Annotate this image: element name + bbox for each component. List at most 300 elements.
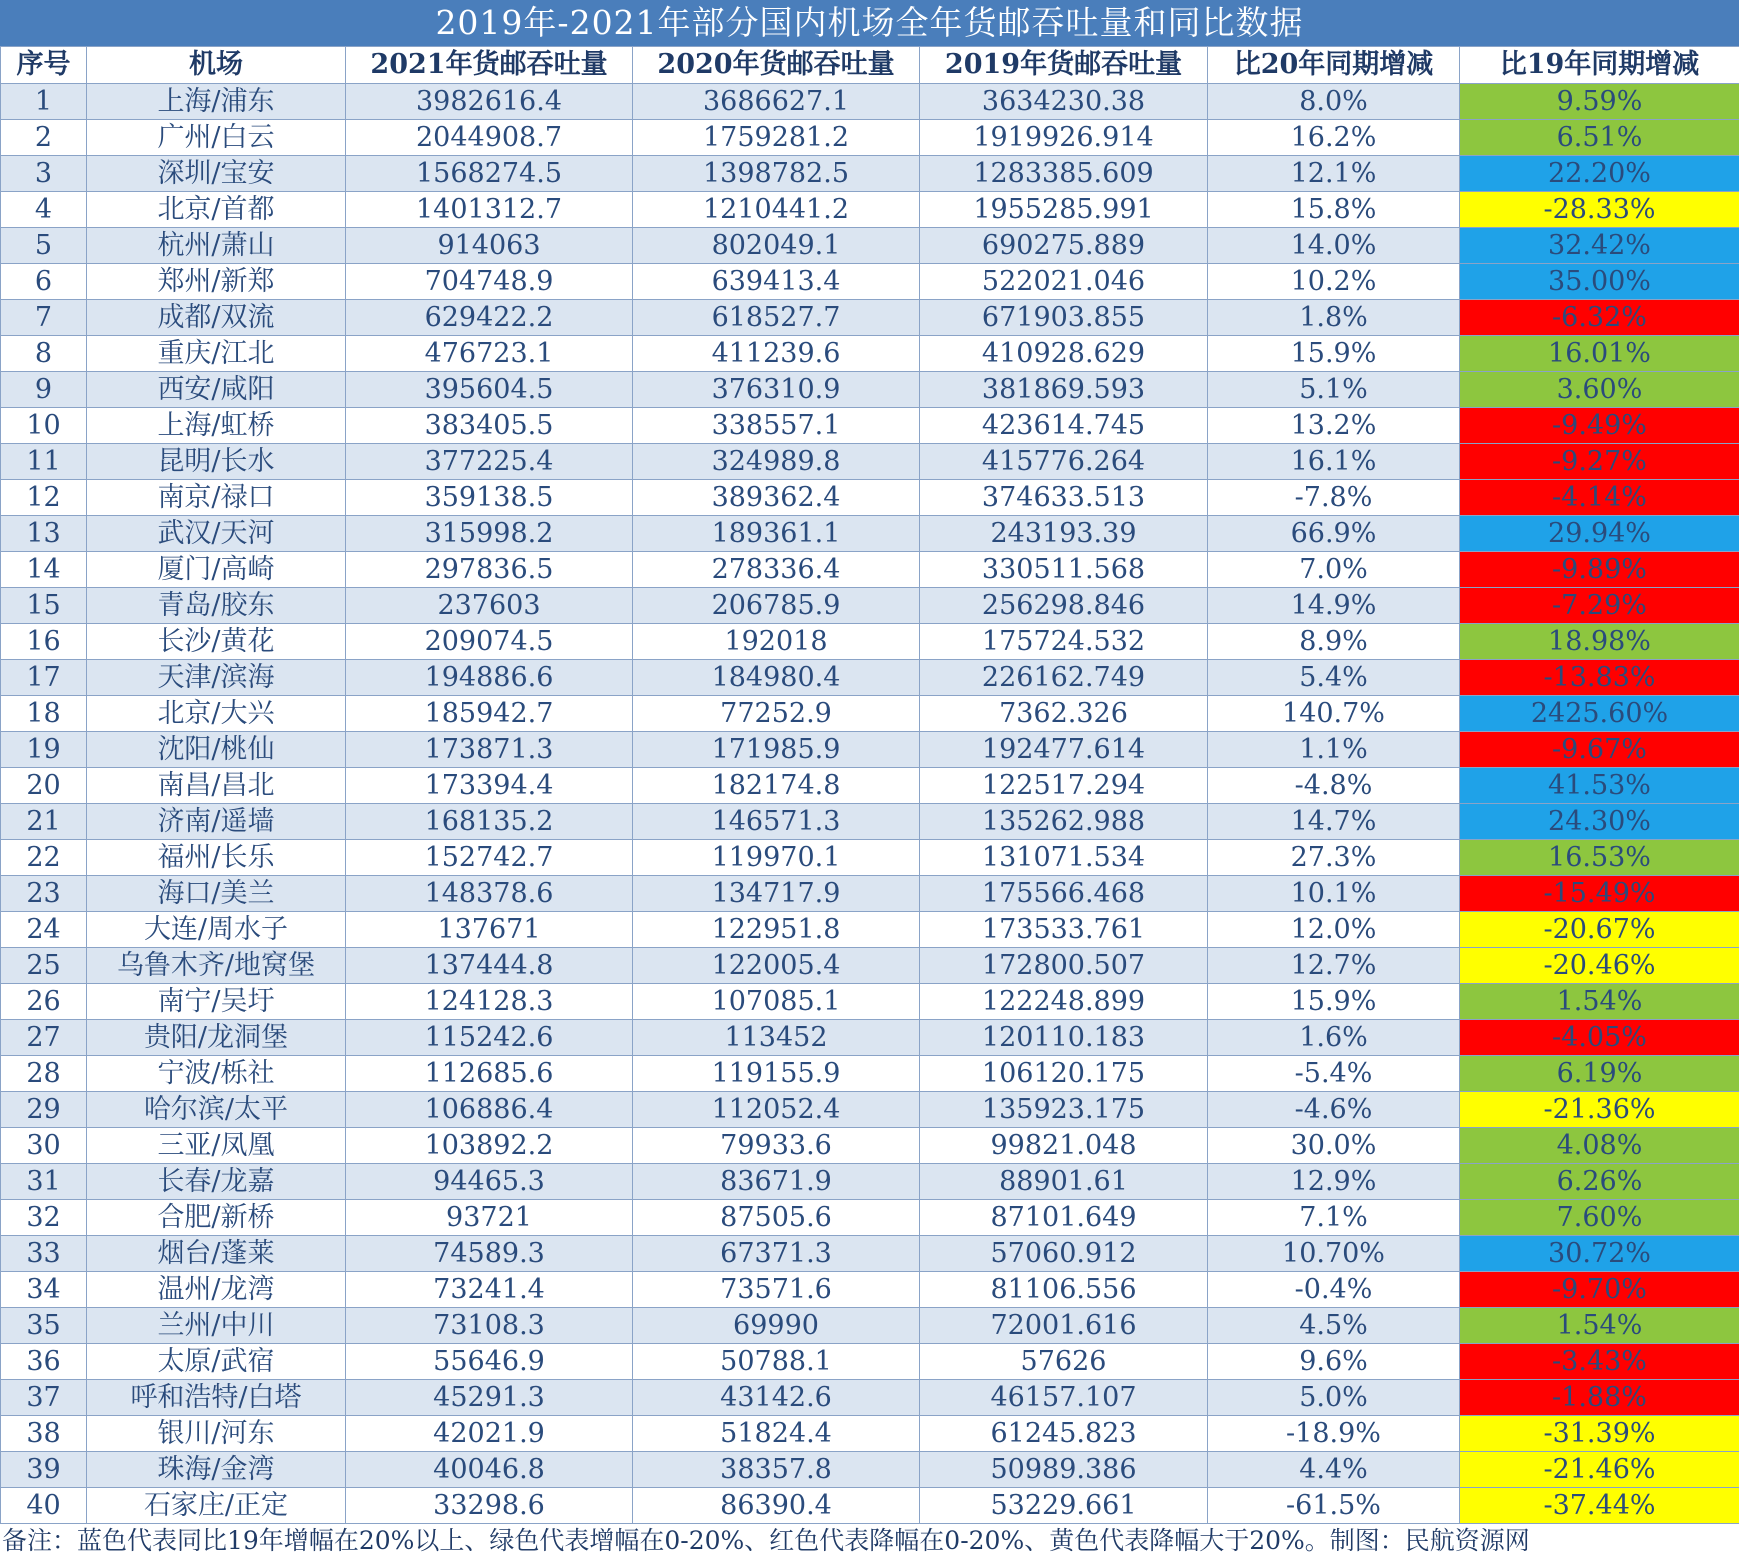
col-header-2019: 2019年货邮吞吐量 [920,47,1208,84]
cell-2021: 103892.2 [346,1128,633,1164]
table-row [1,840,1739,876]
cell-airport: 福州/长乐 [87,840,346,876]
cell-airport: 西安/咸阳 [87,372,346,408]
cell-no: 2 [1,120,87,156]
table-body [1,84,1739,1524]
cell-vs20: 5.4% [1208,660,1460,696]
cell-vs19: 18.98% [1460,624,1739,660]
cell-no: 20 [1,768,87,804]
cell-2020: 51824.4 [633,1416,920,1452]
table-row [1,1056,1739,1092]
table-row [1,1164,1739,1200]
cell-2020: 182174.8 [633,768,920,804]
cell-2019: 1919926.914 [920,120,1208,156]
cell-no: 38 [1,1416,87,1452]
cell-vs20: 5.0% [1208,1380,1460,1416]
cell-vs19: -20.67% [1460,912,1739,948]
table-row [1,1416,1739,1452]
table-row [1,624,1739,660]
cell-no: 24 [1,912,87,948]
cell-no: 39 [1,1452,87,1488]
cell-airport: 广州/白云 [87,120,346,156]
cell-airport: 珠海/金湾 [87,1452,346,1488]
cell-airport: 南宁/吴圩 [87,984,346,1020]
cell-vs19: 1.54% [1460,984,1739,1020]
cell-vs19: 9.59% [1460,84,1739,120]
footnote: 备注：蓝色代表同比19年增幅在20%以上、绿色代表增幅在0-20%、红色代表降幅在0-20%、黄色代表降幅大于20%。制图：民航资源网 [2,1526,1530,1555]
cell-airport: 天津/滨海 [87,660,346,696]
cell-2019: 410928.629 [920,336,1208,372]
cell-2021: 33298.6 [346,1488,633,1524]
cell-2021: 2044908.7 [346,120,633,156]
cell-no: 7 [1,300,87,336]
cell-vs19: -4.14% [1460,480,1739,516]
table-row [1,480,1739,516]
table-row [1,1308,1739,1344]
cell-vs20: 8.0% [1208,84,1460,120]
cell-2021: 168135.2 [346,804,633,840]
cell-vs19: -1.88% [1460,1380,1739,1416]
cell-2021: 73241.4 [346,1272,633,1308]
cell-vs19: 32.42% [1460,228,1739,264]
cell-vs20: 10.70% [1208,1236,1460,1272]
cell-airport: 宁波/栎社 [87,1056,346,1092]
cell-2019: 131071.534 [920,840,1208,876]
cell-no: 6 [1,264,87,300]
cell-2021: 3982616.4 [346,84,633,120]
cell-2020: 206785.9 [633,588,920,624]
cell-2019: 106120.175 [920,1056,1208,1092]
cell-2019: 88901.61 [920,1164,1208,1200]
cell-vs20: 4.5% [1208,1308,1460,1344]
cell-vs19: -21.46% [1460,1452,1739,1488]
cell-2021: 152742.7 [346,840,633,876]
cell-airport: 郑州/新郑 [87,264,346,300]
cell-2020: 376310.9 [633,372,920,408]
table-row [1,408,1739,444]
cell-no: 40 [1,1488,87,1524]
cell-2019: 226162.749 [920,660,1208,696]
cell-vs20: 1.8% [1208,300,1460,336]
cell-airport: 银川/河东 [87,1416,346,1452]
cell-airport: 长春/龙嘉 [87,1164,346,1200]
cell-2020: 389362.4 [633,480,920,516]
cell-2020: 38357.8 [633,1452,920,1488]
cell-vs19: -37.44% [1460,1488,1739,1524]
cell-2019: 423614.745 [920,408,1208,444]
cell-vs19: 3.60% [1460,372,1739,408]
cell-vs19: -20.46% [1460,948,1739,984]
col-header-2021: 2021年货邮吞吐量 [346,47,633,84]
cell-2021: 1401312.7 [346,192,633,228]
cell-vs20: 14.7% [1208,804,1460,840]
cell-airport: 北京/大兴 [87,696,346,732]
cell-no: 11 [1,444,87,480]
cell-no: 25 [1,948,87,984]
cell-vs19: 2425.60% [1460,696,1739,732]
cell-2019: 72001.616 [920,1308,1208,1344]
table-row [1,228,1739,264]
cell-airport: 南昌/昌北 [87,768,346,804]
cell-no: 1 [1,84,87,120]
cell-vs20: 12.1% [1208,156,1460,192]
cell-2019: 415776.264 [920,444,1208,480]
cell-no: 19 [1,732,87,768]
cell-no: 37 [1,1380,87,1416]
cell-2019: 690275.889 [920,228,1208,264]
cell-no: 36 [1,1344,87,1380]
cell-2021: 55646.9 [346,1344,633,1380]
col-header-vs20: 比20年同期增减 [1208,47,1460,84]
cell-no: 32 [1,1200,87,1236]
cell-2020: 411239.6 [633,336,920,372]
cell-vs20: -61.5% [1208,1488,1460,1524]
cell-2021: 74589.3 [346,1236,633,1272]
cell-vs19: 30.72% [1460,1236,1739,1272]
cell-vs19: 16.01% [1460,336,1739,372]
cell-no: 16 [1,624,87,660]
cell-airport: 杭州/萧山 [87,228,346,264]
cell-no: 14 [1,552,87,588]
cell-vs20: 15.9% [1208,984,1460,1020]
cell-2021: 94465.3 [346,1164,633,1200]
cell-2021: 237603 [346,588,633,624]
cell-2019: 192477.614 [920,732,1208,768]
cell-2019: 522021.046 [920,264,1208,300]
cell-2019: 175724.532 [920,624,1208,660]
table-row [1,732,1739,768]
cell-2019: 173533.761 [920,912,1208,948]
cell-vs19: 29.94% [1460,516,1739,552]
table-row [1,1236,1739,1272]
cell-2021: 115242.6 [346,1020,633,1056]
cell-no: 18 [1,696,87,732]
cell-2019: 256298.846 [920,588,1208,624]
cell-airport: 呼和浩特/白塔 [87,1380,346,1416]
cell-vs19: 4.08% [1460,1128,1739,1164]
cell-airport: 哈尔滨/太平 [87,1092,346,1128]
cell-vs19: 1.54% [1460,1308,1739,1344]
cell-vs20: 14.9% [1208,588,1460,624]
cell-2020: 184980.4 [633,660,920,696]
table-row [1,696,1739,732]
cell-no: 28 [1,1056,87,1092]
cell-2021: 209074.5 [346,624,633,660]
cell-2020: 87505.6 [633,1200,920,1236]
table-row [1,876,1739,912]
cell-vs20: -18.9% [1208,1416,1460,1452]
cell-vs20: 5.1% [1208,372,1460,408]
cell-airport: 青岛/胶东 [87,588,346,624]
cell-2021: 359138.5 [346,480,633,516]
cell-2019: 57626 [920,1344,1208,1380]
cell-2021: 148378.6 [346,876,633,912]
cell-2020: 112052.4 [633,1092,920,1128]
cell-2020: 119970.1 [633,840,920,876]
cell-2021: 124128.3 [346,984,633,1020]
cell-vs19: 6.26% [1460,1164,1739,1200]
cell-2021: 40046.8 [346,1452,633,1488]
table-row [1,120,1739,156]
cell-2020: 83671.9 [633,1164,920,1200]
cell-2020: 113452 [633,1020,920,1056]
cell-2021: 137444.8 [346,948,633,984]
cell-airport: 厦门/高崎 [87,552,346,588]
table-row [1,192,1739,228]
cell-vs20: 14.0% [1208,228,1460,264]
table-row [1,804,1739,840]
table-row [1,516,1739,552]
cell-no: 17 [1,660,87,696]
cell-2019: 61245.823 [920,1416,1208,1452]
cell-2020: 192018 [633,624,920,660]
cell-no: 12 [1,480,87,516]
cell-2019: 7362.326 [920,696,1208,732]
cell-2020: 1398782.5 [633,156,920,192]
cell-vs19: -28.33% [1460,192,1739,228]
cargo-throughput-table [0,46,1739,1524]
cell-2021: 1568274.5 [346,156,633,192]
col-header-no: 序号 [1,47,87,84]
table-row [1,372,1739,408]
table-row [1,984,1739,1020]
cell-2020: 86390.4 [633,1488,920,1524]
cell-2020: 1210441.2 [633,192,920,228]
cell-vs20: 12.7% [1208,948,1460,984]
cell-vs20: 30.0% [1208,1128,1460,1164]
cell-vs19: 6.19% [1460,1056,1739,1092]
table-row [1,1020,1739,1056]
cell-vs19: -9.70% [1460,1272,1739,1308]
header-row [1,47,1739,84]
cell-airport: 长沙/黄花 [87,624,346,660]
cell-vs20: 8.9% [1208,624,1460,660]
cell-vs20: 12.0% [1208,912,1460,948]
cell-airport: 深圳/宝安 [87,156,346,192]
cell-2020: 50788.1 [633,1344,920,1380]
cell-airport: 南京/禄口 [87,480,346,516]
cell-vs20: 9.6% [1208,1344,1460,1380]
cell-2021: 476723.1 [346,336,633,372]
table-row [1,1272,1739,1308]
table-row [1,660,1739,696]
cell-airport: 济南/遥墙 [87,804,346,840]
cell-no: 3 [1,156,87,192]
table-row [1,444,1739,480]
cell-vs19: -9.49% [1460,408,1739,444]
cell-vs20: 10.1% [1208,876,1460,912]
cell-2019: 172800.507 [920,948,1208,984]
cell-2020: 324989.8 [633,444,920,480]
table-row [1,156,1739,192]
cell-2021: 137671 [346,912,633,948]
cell-no: 9 [1,372,87,408]
cell-2019: 46157.107 [920,1380,1208,1416]
cell-2019: 53229.661 [920,1488,1208,1524]
cell-2020: 338557.1 [633,408,920,444]
cell-2021: 93721 [346,1200,633,1236]
table-title: 2019年-2021年部分国内机场全年货邮吞吐量和同比数据 [0,0,1739,46]
cell-vs20: 15.9% [1208,336,1460,372]
cell-no: 4 [1,192,87,228]
cell-2019: 330511.568 [920,552,1208,588]
cell-vs19: 6.51% [1460,120,1739,156]
cell-vs19: -4.05% [1460,1020,1739,1056]
cell-no: 31 [1,1164,87,1200]
cell-2021: 73108.3 [346,1308,633,1344]
cell-vs19: 22.20% [1460,156,1739,192]
cell-no: 30 [1,1128,87,1164]
cell-2020: 278336.4 [633,552,920,588]
cell-2020: 3686627.1 [633,84,920,120]
cell-2020: 122005.4 [633,948,920,984]
cell-airport: 兰州/中川 [87,1308,346,1344]
table-row [1,84,1739,120]
cell-2021: 194886.6 [346,660,633,696]
cell-2020: 107085.1 [633,984,920,1020]
cell-airport: 大连/周水子 [87,912,346,948]
cell-2019: 1283385.609 [920,156,1208,192]
cell-2020: 146571.3 [633,804,920,840]
cell-2019: 135923.175 [920,1092,1208,1128]
cell-no: 27 [1,1020,87,1056]
cell-2019: 50989.386 [920,1452,1208,1488]
col-header-vs19: 比19年同期增减 [1460,47,1739,84]
cell-vs19: 41.53% [1460,768,1739,804]
cell-vs20: -4.6% [1208,1092,1460,1128]
cell-airport: 上海/虹桥 [87,408,346,444]
cell-2020: 43142.6 [633,1380,920,1416]
cell-airport: 石家庄/正定 [87,1488,346,1524]
cell-2020: 171985.9 [633,732,920,768]
cell-no: 29 [1,1092,87,1128]
table-row [1,1344,1739,1380]
cell-vs20: 16.1% [1208,444,1460,480]
cell-vs20: -0.4% [1208,1272,1460,1308]
cell-airport: 乌鲁木齐/地窝堡 [87,948,346,984]
cell-2021: 173394.4 [346,768,633,804]
cell-vs20: 12.9% [1208,1164,1460,1200]
cell-airport: 上海/浦东 [87,84,346,120]
cell-2019: 122517.294 [920,768,1208,804]
cell-vs20: 1.6% [1208,1020,1460,1056]
cell-2019: 120110.183 [920,1020,1208,1056]
cell-2020: 119155.9 [633,1056,920,1092]
table-row [1,912,1739,948]
cell-2019: 1955285.991 [920,192,1208,228]
cell-vs20: 4.4% [1208,1452,1460,1488]
cell-no: 8 [1,336,87,372]
cell-2020: 69990 [633,1308,920,1344]
cell-airport: 成都/双流 [87,300,346,336]
cell-vs19: -9.27% [1460,444,1739,480]
col-header-airport: 机场 [87,47,346,84]
cell-2021: 704748.9 [346,264,633,300]
cell-vs20: 140.7% [1208,696,1460,732]
table-row [1,588,1739,624]
cell-vs20: 7.1% [1208,1200,1460,1236]
cell-2019: 99821.048 [920,1128,1208,1164]
cell-no: 22 [1,840,87,876]
cell-vs19: 24.30% [1460,804,1739,840]
cell-2020: 134717.9 [633,876,920,912]
cell-vs19: -7.29% [1460,588,1739,624]
table-row [1,336,1739,372]
cell-2020: 802049.1 [633,228,920,264]
table-row [1,1380,1739,1416]
cell-airport: 北京/首都 [87,192,346,228]
cell-vs19: -31.39% [1460,1416,1739,1452]
table-row [1,948,1739,984]
table-row [1,264,1739,300]
cell-vs19: 16.53% [1460,840,1739,876]
cell-airport: 重庆/江北 [87,336,346,372]
cell-vs20: 27.3% [1208,840,1460,876]
cell-2021: 629422.2 [346,300,633,336]
cell-vs19: -13.83% [1460,660,1739,696]
cell-2019: 135262.988 [920,804,1208,840]
cell-2019: 243193.39 [920,516,1208,552]
cell-no: 26 [1,984,87,1020]
cell-vs19: 7.60% [1460,1200,1739,1236]
cell-airport: 贵阳/龙洞堡 [87,1020,346,1056]
cell-2020: 1759281.2 [633,120,920,156]
cell-2021: 112685.6 [346,1056,633,1092]
cell-vs20: 16.2% [1208,120,1460,156]
cell-no: 5 [1,228,87,264]
cell-airport: 昆明/长水 [87,444,346,480]
cell-2021: 185942.7 [346,696,633,732]
cell-2021: 914063 [346,228,633,264]
cell-2020: 73571.6 [633,1272,920,1308]
cell-vs20: -5.4% [1208,1056,1460,1092]
cell-vs19: -9.89% [1460,552,1739,588]
cell-2021: 106886.4 [346,1092,633,1128]
cell-2019: 175566.468 [920,876,1208,912]
cell-2019: 374633.513 [920,480,1208,516]
cell-2020: 122951.8 [633,912,920,948]
table-row [1,1452,1739,1488]
cell-airport: 太原/武宿 [87,1344,346,1380]
table-row [1,1488,1739,1524]
table-row [1,1200,1739,1236]
cell-2019: 81106.556 [920,1272,1208,1308]
cell-2021: 383405.5 [346,408,633,444]
cell-vs19: -15.49% [1460,876,1739,912]
cell-vs19: 35.00% [1460,264,1739,300]
cell-2019: 671903.855 [920,300,1208,336]
cell-2020: 77252.9 [633,696,920,732]
cell-vs20: -7.8% [1208,480,1460,516]
cell-airport: 合肥/新桥 [87,1200,346,1236]
cell-no: 15 [1,588,87,624]
cell-2020: 639413.4 [633,264,920,300]
cell-no: 13 [1,516,87,552]
col-header-2020: 2020年货邮吞吐量 [633,47,920,84]
cell-vs19: -9.67% [1460,732,1739,768]
cell-vs20: 10.2% [1208,264,1460,300]
cell-vs20: 66.9% [1208,516,1460,552]
cell-2020: 618527.7 [633,300,920,336]
cell-2021: 377225.4 [346,444,633,480]
cell-2019: 381869.593 [920,372,1208,408]
cell-2020: 189361.1 [633,516,920,552]
cell-airport: 海口/美兰 [87,876,346,912]
cell-vs20: -4.8% [1208,768,1460,804]
cell-airport: 武汉/天河 [87,516,346,552]
cell-2021: 297836.5 [346,552,633,588]
cell-2021: 173871.3 [346,732,633,768]
